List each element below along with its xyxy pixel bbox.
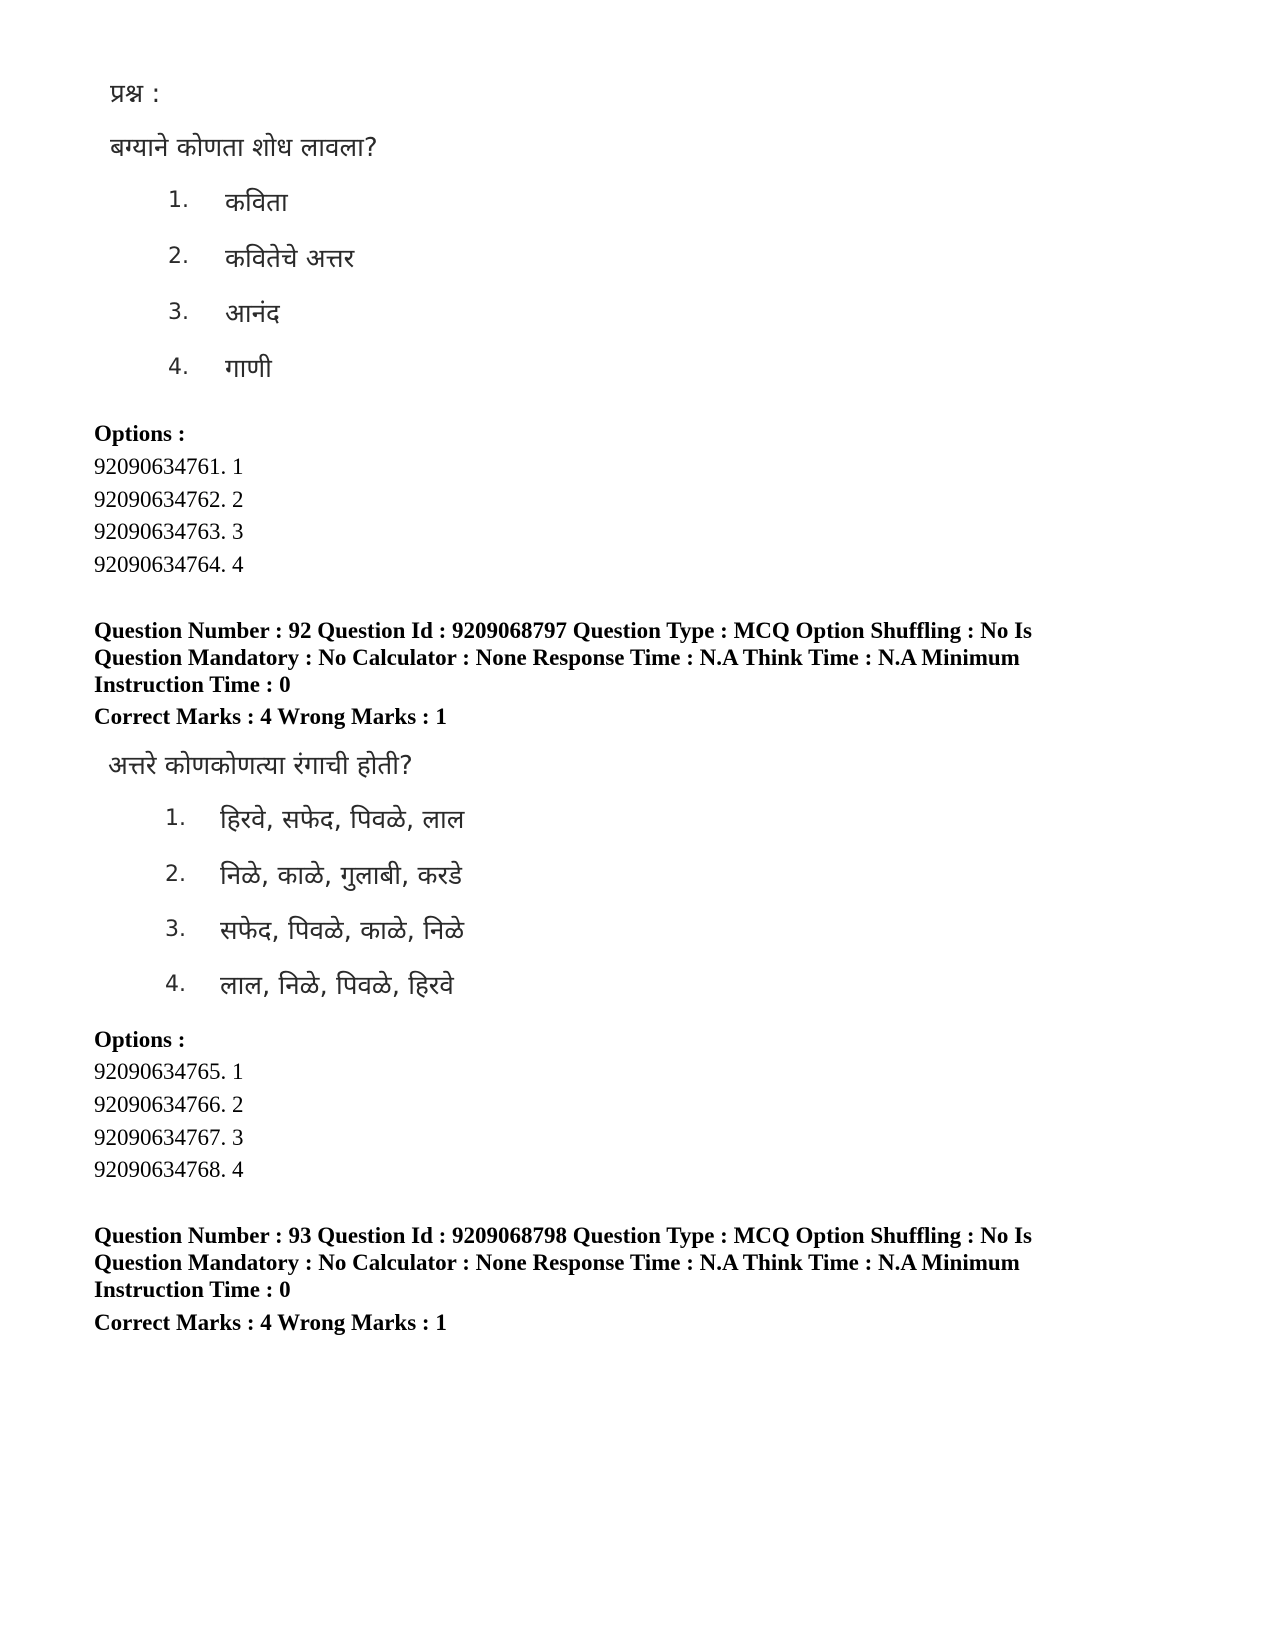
- choice-text: लाल, निळे, पिवळे, हिरवे: [220, 971, 454, 1001]
- question-text: अत्तरे कोणकोणत्या रंगाची होती?: [108, 751, 413, 781]
- option-item: 92090634767. 3: [94, 1125, 244, 1150]
- choice-number: 2.: [168, 244, 189, 269]
- question-meta: Question Number : 92 Question Id : 9209068797 Question Type : MCQ Option Shuffling : No Is: [94, 618, 1033, 643]
- options-label: Options :: [94, 421, 186, 446]
- choice-number: 4.: [165, 972, 186, 997]
- choice-text: सफेद, पिवळे, काळे, निळे: [220, 916, 465, 946]
- choice-text: आनंद: [225, 299, 280, 329]
- option-item: 92090634768. 4: [94, 1157, 244, 1182]
- choice-number: 4.: [168, 355, 189, 380]
- choice-number: 3.: [165, 917, 186, 942]
- choice-number: 1.: [165, 806, 186, 831]
- option-item: 92090634765. 1: [94, 1059, 244, 1084]
- question-meta: Instruction Time : 0: [94, 672, 291, 697]
- question-meta: Question Mandatory : No Calculator : None Response Time : N.A Think Time : N.A Minimum: [94, 1250, 1020, 1275]
- option-item: 92090634761. 1: [94, 454, 244, 479]
- choice-text: कवितेचे अत्तर: [225, 244, 355, 274]
- question-text: बग्याने कोणता शोध लावला?: [110, 133, 378, 163]
- prashna-label: प्रश्न :: [110, 79, 161, 109]
- choice-text: हिरवे, सफेद, पिवळे, लाल: [220, 805, 465, 835]
- choice-number: 3.: [168, 300, 189, 325]
- option-item: 92090634766. 2: [94, 1092, 244, 1117]
- marks-info: Correct Marks : 4 Wrong Marks : 1: [94, 704, 447, 729]
- choice-number: 1.: [168, 188, 189, 213]
- option-item: 92090634762. 2: [94, 487, 244, 512]
- choice-text: कविता: [225, 188, 288, 218]
- option-item: 92090634764. 4: [94, 552, 244, 577]
- option-item: 92090634763. 3: [94, 519, 244, 544]
- question-meta: Question Mandatory : No Calculator : None Response Time : N.A Think Time : N.A Minimum: [94, 645, 1020, 670]
- question-meta: Question Number : 93 Question Id : 9209068798 Question Type : MCQ Option Shuffling : No Is: [94, 1223, 1033, 1248]
- options-label: Options :: [94, 1027, 186, 1052]
- question-meta: Instruction Time : 0: [94, 1277, 291, 1302]
- choice-number: 2.: [165, 862, 186, 887]
- choice-text: निळे, काळे, गुलाबी, करडे: [220, 861, 463, 891]
- marks-info: Correct Marks : 4 Wrong Marks : 1: [94, 1310, 447, 1335]
- choice-text: गाणी: [225, 354, 272, 384]
